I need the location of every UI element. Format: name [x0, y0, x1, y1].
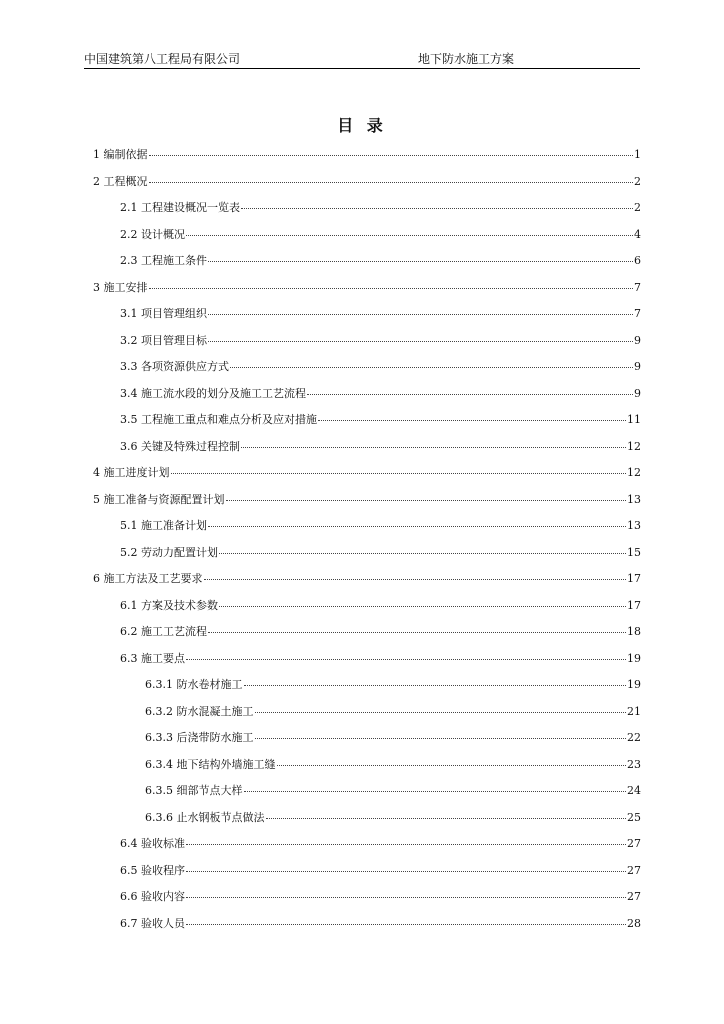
- toc-entry[interactable]: [93, 566, 641, 593]
- toc-entry-page-number: 23: [627, 757, 641, 771]
- toc-entry-label: 6.3.5 细部节点大样: [145, 784, 243, 797]
- toc-entry-page-number: 2: [634, 201, 641, 214]
- toc-dot-leader: [307, 394, 633, 395]
- toc-entry-page-number: 19: [627, 678, 641, 691]
- toc-entry-page-number: 6: [634, 254, 641, 267]
- toc-entry[interactable]: [93, 434, 641, 461]
- toc-entry-label: 6.3.6 止水钢板节点做法: [145, 810, 265, 824]
- toc-entry[interactable]: [93, 752, 641, 779]
- toc-dot-leader: [149, 182, 634, 183]
- toc-dot-leader: [186, 235, 633, 236]
- toc-dot-leader: [149, 155, 634, 156]
- toc-entry-label: 3.2 项目管理目标: [120, 333, 207, 347]
- toc-dot-leader: [255, 738, 627, 739]
- toc-entry-label: 1 编制依据: [93, 148, 148, 161]
- toc-entry-label: 6.3 施工要点: [120, 651, 185, 665]
- toc-dot-leader: [186, 897, 626, 898]
- toc-title: 目 录: [337, 116, 387, 135]
- toc-entry-label: 6.7 验收人员: [120, 916, 185, 930]
- toc-entry-label: 6.3.1 防水卷材施工: [145, 678, 243, 691]
- toc-entry-page-number: 19: [627, 651, 641, 665]
- toc-entry-label: 6.1 方案及技术参数: [120, 598, 218, 612]
- page-header: [84, 50, 640, 69]
- toc-dot-leader: [186, 659, 626, 660]
- toc-entry-label: 2.1 工程建设概况一览表: [120, 201, 240, 214]
- toc-entry[interactable]: [93, 805, 641, 832]
- toc-dot-leader: [266, 818, 627, 819]
- toc-dot-leader: [186, 924, 626, 925]
- toc-entry-page-number: 7: [634, 280, 641, 294]
- toc-entry-page-number: 13: [627, 492, 641, 506]
- toc-entry-label: 2.3 工程施工条件: [120, 254, 207, 267]
- toc-entry-page-number: 13: [627, 519, 641, 532]
- toc-entry-page-number: 21: [627, 704, 641, 718]
- toc-entry-page-number: 11: [627, 413, 641, 426]
- header-company: 中国建筑第八工程局有限公司: [84, 52, 241, 66]
- toc-entry[interactable]: [93, 222, 641, 249]
- toc-entry[interactable]: [93, 142, 641, 169]
- toc-dot-leader: [208, 632, 626, 633]
- toc-entry-page-number: 17: [627, 572, 641, 585]
- toc-entry[interactable]: [93, 619, 641, 646]
- toc-entry[interactable]: [93, 672, 641, 699]
- toc-entry-page-number: 4: [634, 227, 641, 241]
- toc-entry-label: 6.5 验收程序: [120, 863, 185, 877]
- toc-entry-page-number: 22: [627, 731, 641, 744]
- toc-dot-leader: [219, 553, 626, 554]
- toc-dot-leader: [208, 314, 633, 315]
- toc-entry[interactable]: [93, 381, 641, 408]
- toc-dot-leader: [230, 367, 633, 368]
- toc-entry-label: 3.5 工程施工重点和难点分析及应对措施: [120, 413, 317, 426]
- toc-entry-label: 2 工程概况: [93, 174, 148, 188]
- toc-entry[interactable]: [93, 646, 641, 673]
- toc-entry-label: 3.4 施工流水段的划分及施工工艺流程: [120, 386, 306, 400]
- toc-dot-leader: [219, 606, 626, 607]
- toc-entry[interactable]: [93, 275, 641, 302]
- toc-entry-page-number: 17: [627, 598, 641, 612]
- toc-entry-page-number: 15: [627, 545, 641, 559]
- toc-entry-page-number: 27: [627, 863, 641, 877]
- toc-entry-label: 3.6 关键及特殊过程控制: [120, 439, 240, 453]
- toc-entry-page-number: 27: [627, 837, 641, 850]
- toc-dot-leader: [277, 765, 627, 766]
- toc-entry-label: 6.3.2 防水混凝土施工: [145, 704, 254, 718]
- toc-entry[interactable]: [93, 540, 641, 567]
- toc-entry[interactable]: [93, 169, 641, 196]
- toc-entry-label: 6.6 验收内容: [120, 890, 185, 903]
- toc-entry-label: 5.2 劳动力配置计划: [120, 545, 218, 559]
- toc-entry[interactable]: [93, 328, 641, 355]
- toc-dot-leader: [318, 420, 626, 421]
- toc-entry-page-number: 7: [634, 307, 641, 320]
- toc-dot-leader: [186, 871, 626, 872]
- toc-dot-leader: [186, 844, 626, 845]
- toc-entry-page-number: 18: [627, 625, 641, 638]
- toc-entry[interactable]: [93, 778, 641, 805]
- toc-entry[interactable]: [93, 407, 641, 434]
- toc-entry[interactable]: [93, 593, 641, 620]
- toc-entry[interactable]: [93, 699, 641, 726]
- toc-entry[interactable]: [93, 487, 641, 514]
- toc-entry-label: 5.1 施工准备计划: [120, 519, 207, 532]
- toc-entry-page-number: 24: [627, 784, 641, 797]
- toc-entry[interactable]: [93, 460, 641, 487]
- toc-entry[interactable]: [93, 195, 641, 222]
- toc-entry-label: 6 施工方法及工艺要求: [93, 572, 203, 585]
- table-of-contents: [93, 142, 641, 937]
- toc-entry[interactable]: [93, 301, 641, 328]
- toc-entry-page-number: 1: [634, 148, 641, 161]
- toc-entry[interactable]: [93, 513, 641, 540]
- toc-entry[interactable]: [93, 884, 641, 911]
- toc-dot-leader: [244, 685, 627, 686]
- toc-entry-page-number: 12: [627, 466, 641, 479]
- toc-entry-label: 4 施工进度计划: [93, 466, 170, 479]
- toc-entry-page-number: 9: [634, 360, 641, 373]
- toc-dot-leader: [204, 579, 627, 580]
- toc-entry-label: 3.1 项目管理组织: [120, 307, 207, 320]
- toc-dot-leader: [208, 526, 626, 527]
- toc-entry-label: 6.4 验收标准: [120, 837, 185, 850]
- toc-dot-leader: [149, 288, 634, 289]
- toc-dot-leader: [241, 447, 626, 448]
- toc-entry-page-number: 25: [627, 810, 641, 824]
- toc-entry[interactable]: [93, 831, 641, 858]
- toc-entry-label: 2.2 设计概况: [120, 227, 185, 241]
- toc-entry-page-number: 12: [627, 439, 641, 453]
- toc-entry-label: 6.3.3 后浇带防水施工: [145, 731, 254, 744]
- toc-entry-page-number: 9: [634, 333, 641, 347]
- toc-dot-leader: [244, 791, 627, 792]
- toc-entry[interactable]: [93, 725, 641, 752]
- toc-dot-leader: [255, 712, 627, 713]
- toc-entry-label: 3.3 各项资源供应方式: [120, 360, 229, 373]
- toc-dot-leader: [226, 500, 627, 501]
- toc-entry[interactable]: [93, 858, 641, 885]
- toc-dot-leader: [208, 261, 633, 262]
- toc-entry-label: 5 施工准备与资源配置计划: [93, 492, 225, 506]
- toc-entry-page-number: 9: [634, 386, 641, 400]
- toc-entry-page-number: 28: [627, 916, 641, 930]
- toc-entry-label: 6.2 施工工艺流程: [120, 625, 207, 638]
- toc-dot-leader: [241, 208, 633, 209]
- toc-dot-leader: [208, 341, 633, 342]
- toc-entry[interactable]: [93, 354, 641, 381]
- toc-entry[interactable]: [93, 911, 641, 938]
- toc-entry-label: 6.3.4 地下结构外墙施工缝: [145, 757, 276, 771]
- toc-entry-page-number: 2: [634, 174, 641, 188]
- toc-dot-leader: [171, 473, 627, 474]
- toc-entry[interactable]: [93, 248, 641, 275]
- header-doc-title: 地下防水施工方案: [418, 52, 515, 66]
- toc-entry-page-number: 27: [627, 890, 641, 903]
- toc-entry-label: 3 施工安排: [93, 280, 148, 294]
